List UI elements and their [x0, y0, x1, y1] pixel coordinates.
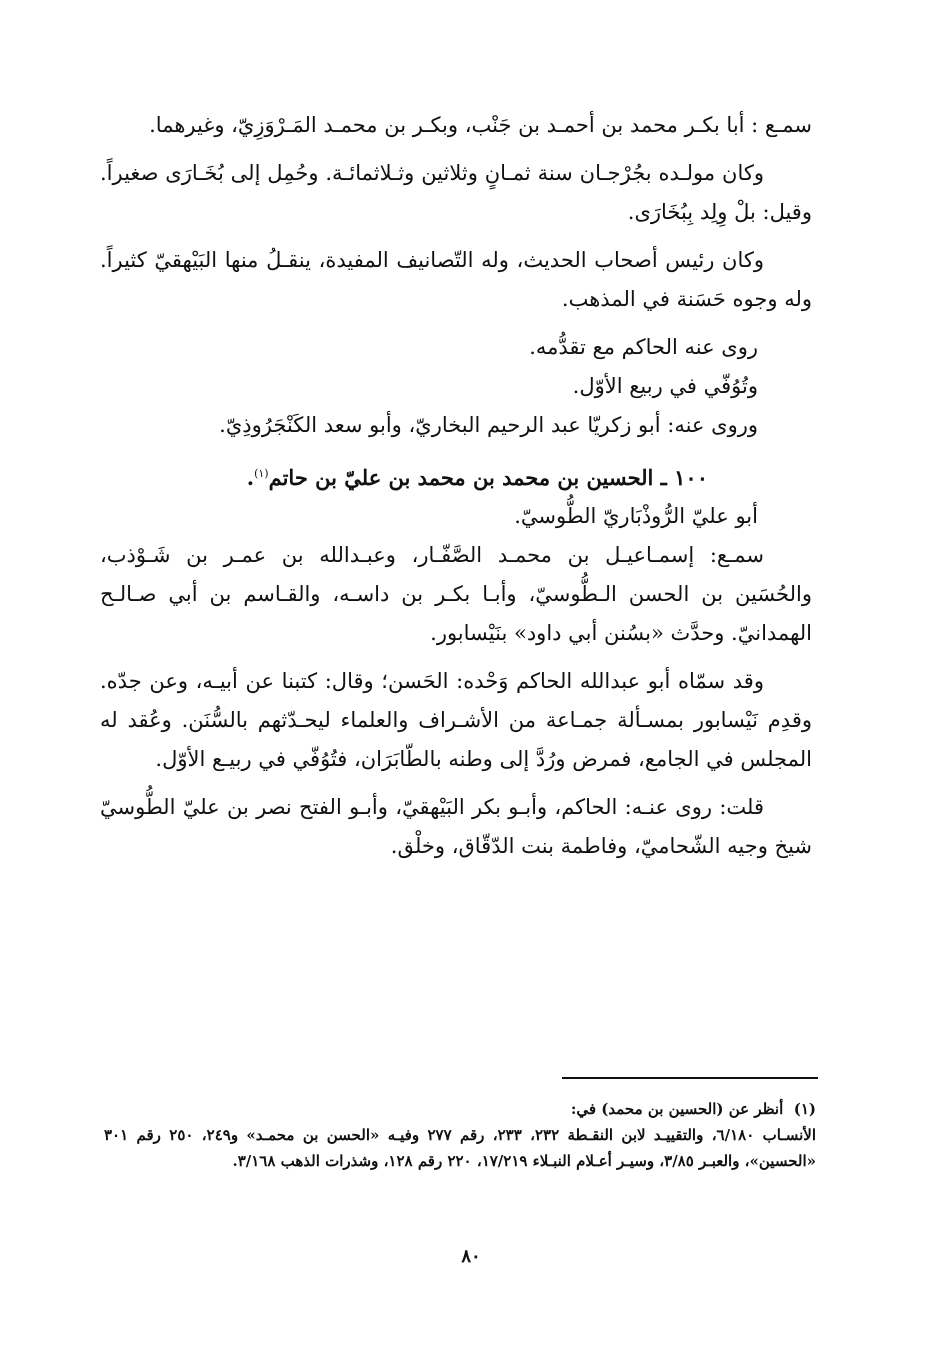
- footnote-marker: (١): [793, 1100, 816, 1118]
- page-number: ٨٠: [461, 1246, 481, 1267]
- main-text-block: [100, 106, 812, 866]
- entry-heading-text: ١٠٠ ـ الحسين بن محمد بن محمد بن عليّ بن حاتم: [268, 465, 708, 490]
- paragraph-heard-from: سمـع : أبا بكـر محمد بن أحمـد بن جَنْب، وبكـر بن محمـد المَـرْوَزِيّ، وغيرهما.: [149, 113, 812, 137]
- entry-heading-end: .: [246, 465, 255, 490]
- footnote-reference-mark: (١): [254, 467, 269, 480]
- paragraph-teachers: سمـع: إسمـاعيـل بن محمـد الصَّفّـار، وعبـدالله بن عمـر بن شَـوْذب، والحُسَين بن الحسن الـطُّوسيّ، وأبـا بكـر بن داسـه، والقـاسم بن أبي صـالـح الهمدانيّ. وحدَّث «بسُنن أبي داود» بنَيْسابور.: [100, 543, 812, 645]
- paragraph-students: قلت: روى عنـه: الحاكم، وأبـو بكر البَيْهقيّ، وأبـو الفتح نصر بن عليّ الطُّوسيّ شيخ وجيه الشّحاميّ، وفاطمة بنت الدّقّاق، وخلْق.: [100, 795, 812, 858]
- entry-heading-100: [100, 454, 812, 497]
- footnote-body: الأنسـاب ٦/١٨٠، والتقييـد لابن النقـطة ٢٣٢، ٢٣٣، رقم ٢٧٧ وفيـه «الحسن بن محمـد» و٢٤٩، ٢٥٠ رقم ٣٠١ «الحسين»، والعبـر ٣/٨٥، وسيـر أعـلام النبـلاء ١٧/٢١٩، ٢٢٠ رقم ١٢٨، وشذرات الذهب ٣/١٦٨.: [104, 1126, 816, 1170]
- narration-line-hakim: روى عنه الحاكم مع تقدُّمه.: [529, 335, 758, 359]
- paragraph-hadith-leader: وكان رئيس أصحاب الحديث، وله التّصانيف المفيدة، ينقـلُ منها البَيْهقيّ كثيراً. وله وجوه حَسَنة في المذهب.: [100, 248, 812, 311]
- footnote-heading: [104, 1096, 816, 1122]
- footnote-separator: [562, 1077, 818, 1079]
- paragraph-hakim-naming: وقد سمّاه أبو عبدالله الحاكم وَحْده: الحَسن؛ وقال: كتبنا عن أبيـه، وعن جدّه. وقدِم نَيْسابور بمسـألة جمـاعة من الأشـراف والعلماء ليحـدّثهم بالسُّنَن. وعُقد له المجلس في الجامع، فمرض ورُدَّ إلى وطنه بالطّابَرَان، فتُوُفّي في ربيـع الأوّل.: [100, 669, 812, 771]
- footnote-heading-text: أنظر عن (الحسين بن محمد) في:: [570, 1100, 784, 1118]
- death-line: وتُوُفّي في ربيع الأوّل.: [572, 374, 758, 398]
- footnotes-block: [104, 1096, 816, 1174]
- narrators-line: وروى عنه: أبو زكريّا عبد الرحيم البخاريّ، وأبو سعد الكَنْجَرُوذِيّ.: [219, 413, 758, 437]
- entry-nisba: أبو عليّ الرُّوذْبَاريّ الطُّوسيّ.: [514, 504, 758, 528]
- paragraph-birth: وكان مولـده بجُرْجـان سنة ثمـانٍ وثلاثين وثـلاثمائـة. وحُمِل إلى بُخَـارَى صغيراً. وقيل: بلْ وِلِد بِبُخَارَى.: [100, 161, 812, 224]
